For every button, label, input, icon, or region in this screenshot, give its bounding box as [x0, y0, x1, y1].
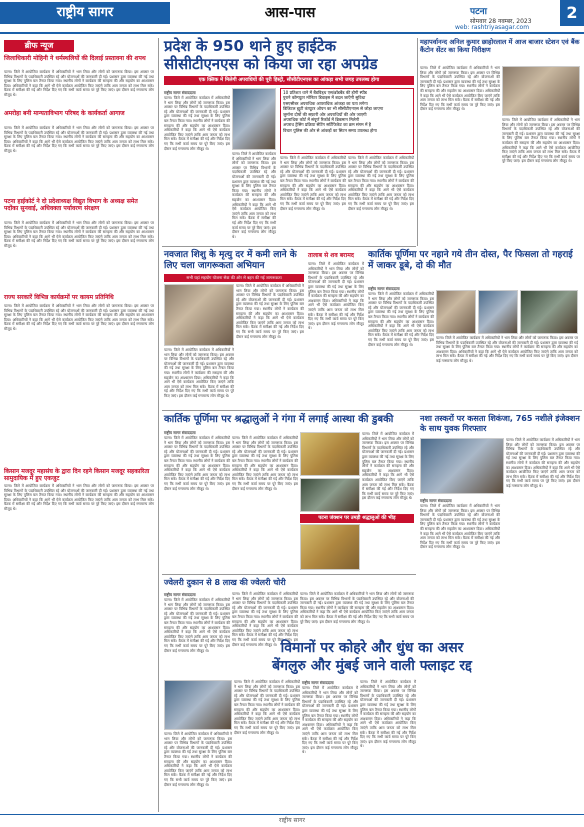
- jewel-divider: [162, 574, 416, 575]
- flights-headline-2: बेंगलुरु और मुंबई जाने वाली फ्लाइट रद्द: [272, 658, 472, 674]
- jewel-text-a: पटना। जिले में आयोजित कार्यक्रम में अधिकारियों ने भाग लिया और लोगों को जागरूक किया। इस अवसर पर विभिन्न विभागों के पदाधिकारी उपस्थित रहे और योजनाओं की जानकारी दी गई। प्रशासन द्वारा व्यवस्था की गई तथा सुरक्षा के लिए पुलिस बल तैनात किया गया। स्थानीय लोगों ने कार्यक्रम की सराहना की और सहयोग का आश्वासन दिया। अधिकारियों ने कहा कि आगे भी ऐसे कार्यक्रम आयोजित किए जाएंगे ताकि आम जनता को लाभ मिल सके। बैठक में समीक्षा की गई और निर्देश दिए गए कि सभी कार्य समय पर पूरे किए जाएं। इस दौरान कई गणमान्य लोग मौजूद थे।: [164, 598, 231, 653]
- brief-text-3: पटना। जिले में आयोजित कार्यक्रम में अधिकारियों ने भाग लिया और लोगों को जागरूक किया। इस अवसर पर विभिन्न विभागों के पदाधिकारी उपस्थित रहे और योजनाओं की जानकारी दी गई। प्रशासन द्वारा व्यवस्था की गई तथा सुरक्षा के लिए पुलिस बल तैनात किया गया। स्थानीय लोगों ने कार्यक्रम की सराहना की और सहयोग का आश्वासन दिया। अधिकारियों ने कहा कि आगे भी ऐसे कार्यक्रम आयोजित किए जाएंगे ताकि आम जनता को लाभ मिल सके। बैठक में समीक्षा की गई और निर्देश दिए गए कि सभी कार्य समय पर पूरे किए जाएं। इस दौरान कई गणमान्य लोग मौजूद थे।: [4, 221, 154, 248]
- masthead-dateline: [470, 4, 532, 25]
- brief-text-2: पटना। जिले में आयोजित कार्यक्रम में अधिकारियों ने भाग लिया और लोगों को जागरूक किया। इस अवसर पर विभिन्न विभागों के पदाधिकारी उपस्थित रहे और योजनाओं की जानकारी दी गई। प्रशासन द्वारा व्यवस्था की गई तथा सुरक्षा के लिए पुलिस बल तैनात किया गया। स्थानीय लोगों ने कार्यक्रम की सराहना की और सहयोग का आश्वासन दिया। अधिकारियों ने कहा कि आगे भी ऐसे कार्यक्रम आयोजित किए जाएंगे ताकि आम जनता को लाभ मिल सके। बैठक में समीक्षा की गई और निर्देश दिए गए कि सभी कार्य समय पर पूरे किए जाएं। इस दौरान कई गणमान्य लोग मौजूद थे।: [4, 126, 154, 153]
- brief-headline-4: राज्य सरकारें विभिन्न कार्यक्रमों पर कायम प्रतिनिधि: [4, 294, 114, 301]
- masthead-rule: [0, 32, 584, 34]
- campaign-photo: [164, 284, 234, 346]
- campaign-text-a: पटना। जिले में आयोजित कार्यक्रम में अधिकारियों ने भाग लिया और लोगों को जागरूक किया। इस अवसर पर विभिन्न विभागों के पदाधिकारी उपस्थित रहे और योजनाओं की जानकारी दी गई। प्रशासन द्वारा व्यवस्था की गई तथा सुरक्षा के लिए पुलिस बल तैनात किया गया। स्थानीय लोगों ने कार्यक्रम की सराहना की और सहयोग का आश्वासन दिया। अधिकारियों ने कहा कि आगे भी ऐसे कार्यक्रम आयोजित किए जाएंगे ताकि आम जनता को लाभ मिल सके। बैठक में समीक्षा की गई और निर्देश दिए गए कि सभी कार्य समय पर पूरे किए जाएं। इस दौरान कई गणमान्य लोग मौजूद थे।: [236, 284, 304, 339]
- column-divider-left: [158, 38, 159, 812]
- brief-text-4: पटना। जिले में आयोजित कार्यक्रम में अधिकारियों ने भाग लिया और लोगों को जागरूक किया। इस अवसर पर विभिन्न विभागों के पदाधिकारी उपस्थित रहे और योजनाओं की जानकारी दी गई। प्रशासन द्वारा व्यवस्था की गई तथा सुरक्षा के लिए पुलिस बल तैनात किया गया। स्थानीय लोगों ने कार्यक्रम की सराहना की और सहयोग का आश्वासन दिया। अधिकारियों ने कहा कि आगे भी ऐसे कार्यक्रम आयोजित किए जाएंगे ताकि आम जनता को लाभ मिल सके। बैठक में समीक्षा की गई और निर्देश दिए गए कि सभी कार्य समय पर पूरे किए जाएं। इस दौरान कई गणमान्य लोग मौजूद थे।: [4, 304, 154, 331]
- lead-divider: [162, 246, 416, 247]
- flights-byline: राष्ट्रीय सागर संवाददाता: [302, 680, 334, 685]
- drug-text-a: पटना। जिले में आयोजित कार्यक्रम में अधिकारियों ने भाग लिया और लोगों को जागरूक किया। इस अवसर पर विभिन्न विभागों के पदाधिकारी उपस्थित रहे और योजनाओं की जानकारी दी गई। प्रशासन द्वारा व्यवस्था की गई तथा सुरक्षा के लिए पुलिस बल तैनात किया गया। स्थानीय लोगों ने कार्यक्रम की सराहना की और सहयोग का आश्वासन दिया। अधिकारियों ने कहा कि आगे भी ऐसे कार्यक्रम आयोजित किए जाएंगे ताकि आम जनता को लाभ मिल सके। बैठक में समीक्षा की गई और निर्देश दिए गए कि सभी कार्य समय पर पूरे किए जाएं। इस दौरान कई गणमान्य लोग मौजूद थे।: [420, 504, 500, 550]
- flights-headline-1: विमानों पर कोहरे और धुंध का असर: [280, 640, 464, 656]
- kartik1-headline: कार्तिक पूर्णिमा पर नहाने गये तीन दोस्त, पैर फिसला तो गहराई में जाकर डूबे, दो की मौत: [368, 250, 573, 271]
- lead-headline-2: सीसीटीएनएस को किया जा रहा अपग्रेड: [164, 55, 378, 73]
- flights-text-d: पटना। जिले में आयोजित कार्यक्रम में अधिकारियों ने भाग लिया और लोगों को जागरूक किया। इस अवसर पर विभिन्न विभागों के पदाधिकारी उपस्थित रहे और योजनाओं की जानकारी दी गई। प्रशासन द्वारा व्यवस्था की गई तथा सुरक्षा के लिए पुलिस बल तैनात किया गया। स्थानीय लोगों ने कार्यक्रम की सराहना की और सहयोग का आश्वासन दिया। अधिकारियों ने कहा कि आगे भी ऐसे कार्यक्रम आयोजित किए जाएंगे ताकि आम जनता को लाभ मिल सके। बैठक में समीक्षा की गई और निर्देश दिए गए कि सभी कार्य समय पर पूरे किए जाएं। इस दौरान कई गणमान्य लोग मौजूद थे।: [360, 680, 416, 749]
- kartik1-byline: राष्ट्रीय सागर संवाददाता: [368, 286, 400, 291]
- flights-photo: [164, 680, 232, 730]
- lead-byline: राष्ट्रीय सागर संवाददाता: [164, 90, 196, 95]
- flights-text-c: पटना। जिले में आयोजित कार्यक्रम में अधिकारियों ने भाग लिया और लोगों को जागरूक किया। इस अवसर पर विभिन्न विभागों के पदाधिकारी उपस्थित रहे और योजनाओं की जानकारी दी गई। प्रशासन द्वारा व्यवस्था की गई तथा सुरक्षा के लिए पुलिस बल तैनात किया गया। स्थानीय लोगों ने कार्यक्रम की सराहना की और सहयोग का आश्वासन दिया। अधिकारियों ने कहा कि आगे भी ऐसे कार्यक्रम आयोजित किए जाएंगे ताकि आम जनता को लाभ मिल सके। बैठक में समीक्षा की गई और निर्देश दिए गए कि सभी कार्य समय पर पूरे किए जाएं। इस दौरान कई गणमान्य लोग मौजूद थे।: [302, 686, 358, 755]
- jewel-text-c: पटना। जिले में आयोजित कार्यक्रम में अधिकारियों ने भाग लिया और लोगों को जागरूक किया। इस अवसर पर विभिन्न विभागों के पदाधिकारी उपस्थित रहे और योजनाओं की जानकारी दी गई। प्रशासन द्वारा व्यवस्था की गई तथा सुरक्षा के लिए पुलिस बल तैनात किया गया। स्थानीय लोगों ने कार्यक्रम की सराहना की और सहयोग का आश्वासन दिया। अधिकारियों ने कहा कि आगे भी ऐसे कार्यक्रम आयोजित किए जाएंगे ताकि आम जनता को लाभ मिल सके। बैठक में समीक्षा की गई और निर्देश दिए गए कि सभी कार्य समय पर पूरे किए जाएं। इस दौरान कई गणमान्य लोग मौजूद थे।: [300, 592, 414, 624]
- lead-headline-1: प्रदेश के 950 थाने हुए हाईटेक: [164, 37, 336, 55]
- brief-headline-1: जिलाधिकारी मोहिनी ने धर्मस्थलियों की दिलाई प्रस्तावना की शपथ: [4, 55, 146, 62]
- brief-headline-5: किसान मजदूर महासंघ के द्वारा दिन रहने किसान मजदूर सहकारिता सामुदायिक में हुए एकजुट: [4, 468, 150, 482]
- brief-tag: ब्रीफ न्यूज: [4, 40, 74, 52]
- lead-bullet-7: अपराध ट्रेसिंग प्रक्रिया सेटिंग सर्टिफिकेट का क्रम संगम में है: [283, 122, 372, 128]
- lead-text-d: पटना। जिले में आयोजित कार्यक्रम में अधिकारियों ने भाग लिया और लोगों को जागरूक किया। इस अवसर पर विभिन्न विभागों के पदाधिकारी उपस्थित रहे और योजनाओं की जानकारी दी गई। प्रशासन द्वारा व्यवस्था की गई तथा सुरक्षा के लिए पुलिस बल तैनात किया गया। स्थानीय लोगों ने कार्यक्रम की सराहना की और सहयोग का आश्वासन दिया। अधिकारियों ने कहा कि आगे भी ऐसे कार्यक्रम आयोजित किए जाएंगे ताकि आम जनता को लाभ मिल सके। बैठक में समीक्षा की गई और निर्देश दिए गए कि सभी कार्य समय पर पूरे किए जाएं। इस दौरान कई गणमान्य लोग मौजूद थे।: [348, 156, 415, 211]
- kartik1-text-a: पटना। जिले में आयोजित कार्यक्रम में अधिकारियों ने भाग लिया और लोगों को जागरूक किया। इस अवसर पर विभिन्न विभागों के पदाधिकारी उपस्थित रहे और योजनाओं की जानकारी दी गई। प्रशासन द्वारा व्यवस्था की गई तथा सुरक्षा के लिए पुलिस बल तैनात किया गया। स्थानीय लोगों ने कार्यक्रम की सराहना की और सहयोग का आश्वासन दिया। अधिकारियों ने कहा कि आगे भी ऐसे कार्यक्रम आयोजित किए जाएंगे ताकि आम जनता को लाभ मिल सके। बैठक में समीक्षा की गई और निर्देश दिए गए कि सभी कार्य समय पर पूरे किए जाएं। इस दौरान कई गणमान्य लोग मौजूद थे।: [368, 292, 435, 347]
- lead-bullet-box: [280, 88, 414, 154]
- lead-bullet-2: पुराने कॉम्प्यूटर मॉनिटर डिवाइस में बदल जाएँगी सुविधा: [283, 95, 366, 101]
- kartik2-photo-3: [300, 524, 360, 570]
- jewel-headline: ज्वेलरी दुकान से 8 लाख की ज्वेलरी चोरी: [164, 578, 286, 587]
- talab-text: पटना। जिले में आयोजित कार्यक्रम में अधिकारियों ने भाग लिया और लोगों को जागरूक किया। इस अवसर पर विभिन्न विभागों के पदाधिकारी उपस्थित रहे और योजनाओं की जानकारी दी गई। प्रशासन द्वारा व्यवस्था की गई तथा सुरक्षा के लिए पुलिस बल तैनात किया गया। स्थानीय लोगों ने कार्यक्रम की सराहना की और सहयोग का आश्वासन दिया। अधिकारियों ने कहा कि आगे भी ऐसे कार्यक्रम आयोजित किए जाएंगे ताकि आम जनता को लाभ मिल सके। बैठक में समीक्षा की गई और निर्देश दिए गए कि सभी कार्य समय पर पूरे किए जाएं। इस दौरान कई गणमान्य लोग मौजूद थे।: [308, 262, 364, 331]
- page-footer: राष्ट्रीय सागर: [0, 814, 584, 827]
- masthead-city: पटना: [470, 7, 487, 17]
- brief-text-1: पटना। जिले में आयोजित कार्यक्रम में अधिकारियों ने भाग लिया और लोगों को जागरूक किया। इस अवसर पर विभिन्न विभागों के पदाधिकारी उपस्थित रहे और योजनाओं की जानकारी दी गई। प्रशासन द्वारा व्यवस्था की गई तथा सुरक्षा के लिए पुलिस बल तैनात किया गया। स्थानीय लोगों ने कार्यक्रम की सराहना की और सहयोग का आश्वासन दिया। अधिकारियों ने कहा कि आगे भी ऐसे कार्यक्रम आयोजित किए जाएंगे ताकि आम जनता को लाभ मिल सके। बैठक में समीक्षा की गई और निर्देश दिए गए कि सभी कार्य समय पर पूरे किए जाएं। इस दौरान कई गणमान्य लोग मौजूद थे।: [4, 70, 154, 97]
- masthead-date: सोमवार 28 नवम्बर, 2023: [470, 18, 532, 25]
- kartik1-photo-2: [478, 290, 518, 334]
- lead-text-b: पटना। जिले में आयोजित कार्यक्रम में अधिकारियों ने भाग लिया और लोगों को जागरूक किया। इस अवसर पर विभिन्न विभागों के पदाधिकारी उपस्थित रहे और योजनाओं की जानकारी दी गई। प्रशासन द्वारा व्यवस्था की गई तथा सुरक्षा के लिए पुलिस बल तैनात किया गया। स्थानीय लोगों ने कार्यक्रम की सराहना की और सहयोग का आश्वासन दिया। अधिकारियों ने कहा कि आगे भी ऐसे कार्यक्रम आयोजित किए जाएंगे ताकि आम जनता को लाभ मिल सके। बैठक में समीक्षा की गई और निर्देश दिए गए कि सभी कार्य समय पर पूरे किए जाएं। इस दौरान कई गणमान्य लोग मौजूद थे।: [232, 152, 276, 239]
- brief-headline-2: अमरोहा बनी मान्यताविभाग परिषद के कार्यकर्ता आगाज: [4, 110, 125, 117]
- right-top-headline: महापर्वानन्द अनिल कुमार छाहोरलाल में आज बाजार स्टेशन एवं बैंक कैंटोन सेंटर का किया निरीक्षण: [420, 38, 580, 54]
- right-top-text-a: पटना। जिले में आयोजित कार्यक्रम में अधिकारियों ने भाग लिया और लोगों को जागरूक किया। इस अवसर पर विभिन्न विभागों के पदाधिकारी उपस्थित रहे और योजनाओं की जानकारी दी गई। प्रशासन द्वारा व्यवस्था की गई तथा सुरक्षा के लिए पुलिस बल तैनात किया गया। स्थानीय लोगों ने कार्यक्रम की सराहना की और सहयोग का आश्वासन दिया। अधिकारियों ने कहा कि आगे भी ऐसे कार्यक्रम आयोजित किए जाएंगे ताकि आम जनता को लाभ मिल सके। बैठक में समीक्षा की गई और निर्देश दिए गए कि सभी कार्य समय पर पूरे किए जाएं। इस दौरान कई गणमान्य लोग मौजूद थे।: [420, 66, 500, 112]
- lead-text-a: पटना। जिले में आयोजित कार्यक्रम में अधिकारियों ने भाग लिया और लोगों को जागरूक किया। इस अवसर पर विभिन्न विभागों के पदाधिकारी उपस्थित रहे और योजनाओं की जानकारी दी गई। प्रशासन द्वारा व्यवस्था की गई तथा सुरक्षा के लिए पुलिस बल तैनात किया गया। स्थानीय लोगों ने कार्यक्रम की सराहना की और सहयोग का आश्वासन दिया। अधिकारियों ने कहा कि आगे भी ऐसे कार्यक्रम आयोजित किए जाएंगे ताकि आम जनता को लाभ मिल सके। बैठक में समीक्षा की गई और निर्देश दिए गए कि सभी कार्य समय पर पूरे किए जाएं। इस दौरान कई गणमान्य लोग मौजूद थे।: [164, 96, 231, 151]
- kartik2-photo-2: [300, 478, 360, 512]
- drug-photo: [420, 438, 504, 494]
- masthead-section: आस-पास: [264, 5, 316, 21]
- campaign-headline: नवजात शिशु के मृत्यु दर में कमी लाने के लिए चला जागरूकता अभियान: [164, 250, 297, 271]
- kartik2-byline: राष्ट्रीय सागर संवाददाता: [164, 430, 196, 435]
- lead-photo-officer: [232, 88, 276, 150]
- masthead-brand: राष्ट्रीय सागर: [0, 2, 170, 24]
- jewel-byline: राष्ट्रीय सागर संवाददाता: [164, 592, 196, 597]
- lead-bullet-3: एसएसीबर अपराधिक आपराधिक आंकड़ा का पता लगेगा: [283, 100, 368, 106]
- campaign-sub: सभी यहां सहयोग योजना सेवा की ओर से बहन की गई जागरूकता: [164, 274, 304, 282]
- jewel-text-b: पटना। जिले में आयोजित कार्यक्रम में अधिकारियों ने भाग लिया और लोगों को जागरूक किया। इस अवसर पर विभिन्न विभागों के पदाधिकारी उपस्थित रहे और योजनाओं की जानकारी दी गई। प्रशासन द्वारा व्यवस्था की गई तथा सुरक्षा के लिए पुलिस बल तैनात किया गया। स्थानीय लोगों ने कार्यक्रम की सराहना की और सहयोग का आश्वासन दिया। अधिकारियों ने कहा कि आगे भी ऐसे कार्यक्रम आयोजित किए जाएंगे ताकि आम जनता को लाभ मिल सके। बैठक में समीक्षा की गई और निर्देश दिए गए कि सभी कार्य समय पर पूरे किए जाएं। इस दौरान कई गणमान्य लोग मौजूद थे।: [232, 592, 299, 647]
- lead-bullet-5: जुर्माना दोषों की सफ़ारी ओर अपराधियों की ओर जाएगी: [283, 111, 367, 117]
- column-divider-right: [417, 38, 418, 246]
- flights-text-a: पटना। जिले में आयोजित कार्यक्रम में अधिकारियों ने भाग लिया और लोगों को जागरूक किया। इस अवसर पर विभिन्न विभागों के पदाधिकारी उपस्थित रहे और योजनाओं की जानकारी दी गई। प्रशासन द्वारा व्यवस्था की गई तथा सुरक्षा के लिए पुलिस बल तैनात किया गया। स्थानीय लोगों ने कार्यक्रम की सराहना की और सहयोग का आश्वासन दिया। अधिकारियों ने कहा कि आगे भी ऐसे कार्यक्रम आयोजित किए जाएंगे ताकि आम जनता को लाभ मिल सके। बैठक में समीक्षा की गई और निर्देश दिए गए कि सभी कार्य समय पर पूरे किए जाएं। इस दौरान कई गणमान्य लोग मौजूद थे।: [164, 732, 232, 787]
- brief-text-5: पटना। जिले में आयोजित कार्यक्रम में अधिकारियों ने भाग लिया और लोगों को जागरूक किया। इस अवसर पर विभिन्न विभागों के पदाधिकारी उपस्थित रहे और योजनाओं की जानकारी दी गई। प्रशासन द्वारा व्यवस्था की गई तथा सुरक्षा के लिए पुलिस बल तैनात किया गया। स्थानीय लोगों ने कार्यक्रम की सराहना की और सहयोग का आश्वासन दिया। अधिकारियों ने कहा कि आगे भी ऐसे कार्यक्रम आयोजित किए जाएंगे ताकि आम जनता को लाभ मिल सके। बैठक में समीक्षा की गई और निर्देश दिए गए कि सभी कार्य समय पर पूरे किए जाएं। इस दौरान कई गणमान्य लोग मौजूद थे।: [4, 484, 154, 511]
- drug-text-b: पटना। जिले में आयोजित कार्यक्रम में अधिकारियों ने भाग लिया और लोगों को जागरूक किया। इस अवसर पर विभिन्न विभागों के पदाधिकारी उपस्थित रहे और योजनाओं की जानकारी दी गई। प्रशासन द्वारा व्यवस्था की गई तथा सुरक्षा के लिए पुलिस बल तैनात किया गया। स्थानीय लोगों ने कार्यक्रम की सराहना की और सहयोग का आश्वासन दिया। अधिकारियों ने कहा कि आगे भी ऐसे कार्यक्रम आयोजित किए जाएंगे ताकि आम जनता को लाभ मिल सके। बैठक में समीक्षा की गई और निर्देश दिए गए कि सभी कार्य समय पर पूरे किए जाएं। इस दौरान कई गणमान्य लोग मौजूद थे।: [506, 438, 580, 488]
- kartik2-strip: पटना जंक्शन पर उमड़ी श्रद्धालुओं की भीड़: [300, 514, 414, 523]
- kartik2-headline: कार्तिक पूर्णिमा पर श्रद्धालुओं ने गंगा में लगाई आस्था की डुबकी: [164, 414, 394, 425]
- right-top-photo: [502, 66, 580, 116]
- lead-bullet-8: विचार पुलिस की ओर से आंकड़ों का सिटन समय उपलब्ध होगा: [283, 127, 377, 133]
- drug-headline: नशा तस्करों पर कसता शिकंजा, 765 नशीले इंजेक्शन के साथ युवक गिरफ्तार: [420, 414, 580, 433]
- campaign-text-b: पटना। जिले में आयोजित कार्यक्रम में अधिकारियों ने भाग लिया और लोगों को जागरूक किया। इस अवसर पर विभिन्न विभागों के पदाधिकारी उपस्थित रहे और योजनाओं की जानकारी दी गई। प्रशासन द्वारा व्यवस्था की गई तथा सुरक्षा के लिए पुलिस बल तैनात किया गया। स्थानीय लोगों ने कार्यक्रम की सराहना की और सहयोग का आश्वासन दिया। अधिकारियों ने कहा कि आगे भी ऐसे कार्यक्रम आयोजित किए जाएंगे ताकि आम जनता को लाभ मिल सके। बैठक में समीक्षा की गई और निर्देश दिए गए कि सभी कार्य समय पर पूरे किए जाएं। इस दौरान कई गणमान्य लोग मौजूद थे।: [164, 348, 234, 398]
- brief-headline-3: पटना हाईकोर्ट ने दो प्रदेशाध्यक्ष विद्युत विभाग के अध्यक्ष समेत पदोंका सुनवाई, अधिवक्ता पर्यावरण संरक्षण: [4, 198, 138, 212]
- drug-byline: राष्ट्रीय सागर संवाददाता: [420, 498, 452, 503]
- kartik2-text-b: पटना। जिले में आयोजित कार्यक्रम में अधिकारियों ने भाग लिया और लोगों को जागरूक किया। इस अवसर पर विभिन्न विभागों के पदाधिकारी उपस्थित रहे और योजनाओं की जानकारी दी गई। प्रशासन द्वारा व्यवस्था की गई तथा सुरक्षा के लिए पुलिस बल तैनात किया गया। स्थानीय लोगों ने कार्यक्रम की सराहना की और सहयोग का आश्वासन दिया। अधिकारियों ने कहा कि आगे भी ऐसे कार्यक्रम आयोजित किए जाएंगे ताकि आम जनता को लाभ मिल सके। बैठक में समीक्षा की गई और निर्देश दिए गए कि सभी कार्य समय पर पूरे किए जाएं। इस दौरान कई गणमान्य लोग मौजूद थे।: [232, 436, 299, 491]
- kartik1-photo-3: [520, 290, 578, 334]
- lead-text-c: पटना। जिले में आयोजित कार्यक्रम में अधिकारियों ने भाग लिया और लोगों को जागरूक किया। इस अवसर पर विभिन्न विभागों के पदाधिकारी उपस्थित रहे और योजनाओं की जानकारी दी गई। प्रशासन द्वारा व्यवस्था की गई तथा सुरक्षा के लिए पुलिस बल तैनात किया गया। स्थानीय लोगों ने कार्यक्रम की सराहना की और सहयोग का आश्वासन दिया। अधिकारियों ने कहा कि आगे भी ऐसे कार्यक्रम आयोजित किए जाएंगे ताकि आम जनता को लाभ मिल सके। बैठक में समीक्षा की गई और निर्देश दिए गए कि सभी कार्य समय पर पूरे किए जाएं। इस दौरान कई गणमान्य लोग मौजूद थे।: [280, 156, 347, 211]
- kartik2-photo-1: [300, 432, 360, 476]
- kartik1-text-b: पटना। जिले में आयोजित कार्यक्रम में अधिकारियों ने भाग लिया और लोगों को जागरूक किया। इस अवसर पर विभिन्न विभागों के पदाधिकारी उपस्थित रहे और योजनाओं की जानकारी दी गई। प्रशासन द्वारा व्यवस्था की गई तथा सुरक्षा के लिए पुलिस बल तैनात किया गया। स्थानीय लोगों ने कार्यक्रम की सराहना की और सहयोग का आश्वासन दिया। अधिकारियों ने कहा कि आगे भी ऐसे कार्यक्रम आयोजित किए जाएंगे ताकि आम जनता को लाभ मिल सके। बैठक में समीक्षा की गई और निर्देश दिए गए कि सभी कार्य समय पर पूरे किए जाएं। इस दौरान कई गणमान्य लोग मौजूद थे।: [436, 336, 578, 363]
- lead-subheadline: एक क्लिक में मिलेगी अपराधियों की पूरी हिस्ट्री, सीसीटीएनएस का आंकड़ा सभी जगह उपलब्ध होगा: [164, 76, 414, 85]
- kartik2-text-a: पटना। जिले में आयोजित कार्यक्रम में अधिकारियों ने भाग लिया और लोगों को जागरूक किया। इस अवसर पर विभिन्न विभागों के पदाधिकारी उपस्थित रहे और योजनाओं की जानकारी दी गई। प्रशासन द्वारा व्यवस्था की गई तथा सुरक्षा के लिए पुलिस बल तैनात किया गया। स्थानीय लोगों ने कार्यक्रम की सराहना की और सहयोग का आश्वासन दिया। अधिकारियों ने कहा कि आगे भी ऐसे कार्यक्रम आयोजित किए जाएंगे ताकि आम जनता को लाभ मिल सके। बैठक में समीक्षा की गई और निर्देश दिए गए कि सभी कार्य समय पर पूरे किए जाएं। इस दौरान कई गणमान्य लोग मौजूद थे।: [164, 436, 231, 491]
- kartik-divider: [162, 410, 582, 411]
- lead-bullet-1: 10 प्रतिशत थाने में बैंडविड्थ एस/ब्रॉडबैंड की होगी स्पीड: [283, 90, 367, 95]
- kartik2-text-c: पटना। जिले में आयोजित कार्यक्रम में अधिकारियों ने भाग लिया और लोगों को जागरूक किया। इस अवसर पर विभिन्न विभागों के पदाधिकारी उपस्थित रहे और योजनाओं की जानकारी दी गई। प्रशासन द्वारा व्यवस्था की गई तथा सुरक्षा के लिए पुलिस बल तैनात किया गया। स्थानीय लोगों ने कार्यक्रम की सराहना की और सहयोग का आश्वासन दिया। अधिकारियों ने कहा कि आगे भी ऐसे कार्यक्रम आयोजित किए जाएंगे ताकि आम जनता को लाभ मिल सके। बैठक में समीक्षा की गई और निर्देश दिए गए कि सभी कार्य समय पर पूरे किए जाएं। इस दौरान कई गणमान्य लोग मौजूद थे।: [362, 432, 414, 501]
- kartik1-photo-1: [436, 290, 476, 334]
- lead-bullet-6: अपराधिक कोर्ट में संपूर्ण रिकॉर्ड में ब्रिकमान मिलेगी: [283, 117, 360, 123]
- lead-bullet-4: डिजिटल ह्यूटी कंप्यूटर ओपन का भी सीसीटीएनएस से जोड़ा जाएगा: [283, 106, 384, 112]
- talab-headline: तालाब से शव बरामद: [308, 252, 354, 259]
- website: web: rashtriyasagar.com: [455, 24, 530, 31]
- page-number: 2: [560, 0, 584, 26]
- flights-text-b: पटना। जिले में आयोजित कार्यक्रम में अधिकारियों ने भाग लिया और लोगों को जागरूक किया। इस अवसर पर विभिन्न विभागों के पदाधिकारी उपस्थित रहे और योजनाओं की जानकारी दी गई। प्रशासन द्वारा व्यवस्था की गई तथा सुरक्षा के लिए पुलिस बल तैनात किया गया। स्थानीय लोगों ने कार्यक्रम की सराहना की और सहयोग का आश्वासन दिया। अधिकारियों ने कहा कि आगे भी ऐसे कार्यक्रम आयोजित किए जाएंगे ताकि आम जनता को लाभ मिल सके। बैठक में समीक्षा की गई और निर्देश दिए गए कि सभी कार्य समय पर पूरे किए जाएं। इस दौरान कई गणमान्य लोग मौजूद थे।: [234, 680, 301, 735]
- right-top-text-b: पटना। जिले में आयोजित कार्यक्रम में अधिकारियों ने भाग लिया और लोगों को जागरूक किया। इस अवसर पर विभिन्न विभागों के पदाधिकारी उपस्थित रहे और योजनाओं की जानकारी दी गई। प्रशासन द्वारा व्यवस्था की गई तथा सुरक्षा के लिए पुलिस बल तैनात किया गया। स्थानीय लोगों ने कार्यक्रम की सराहना की और सहयोग का आश्वासन दिया। अधिकारियों ने कहा कि आगे भी ऐसे कार्यक्रम आयोजित किए जाएंगे ताकि आम जनता को लाभ मिल सके। बैठक में समीक्षा की गई और निर्देश दिए गए कि सभी कार्य समय पर पूरे किए जाएं। इस दौरान कई गणमान्य लोग मौजूद थे।: [502, 118, 580, 164]
